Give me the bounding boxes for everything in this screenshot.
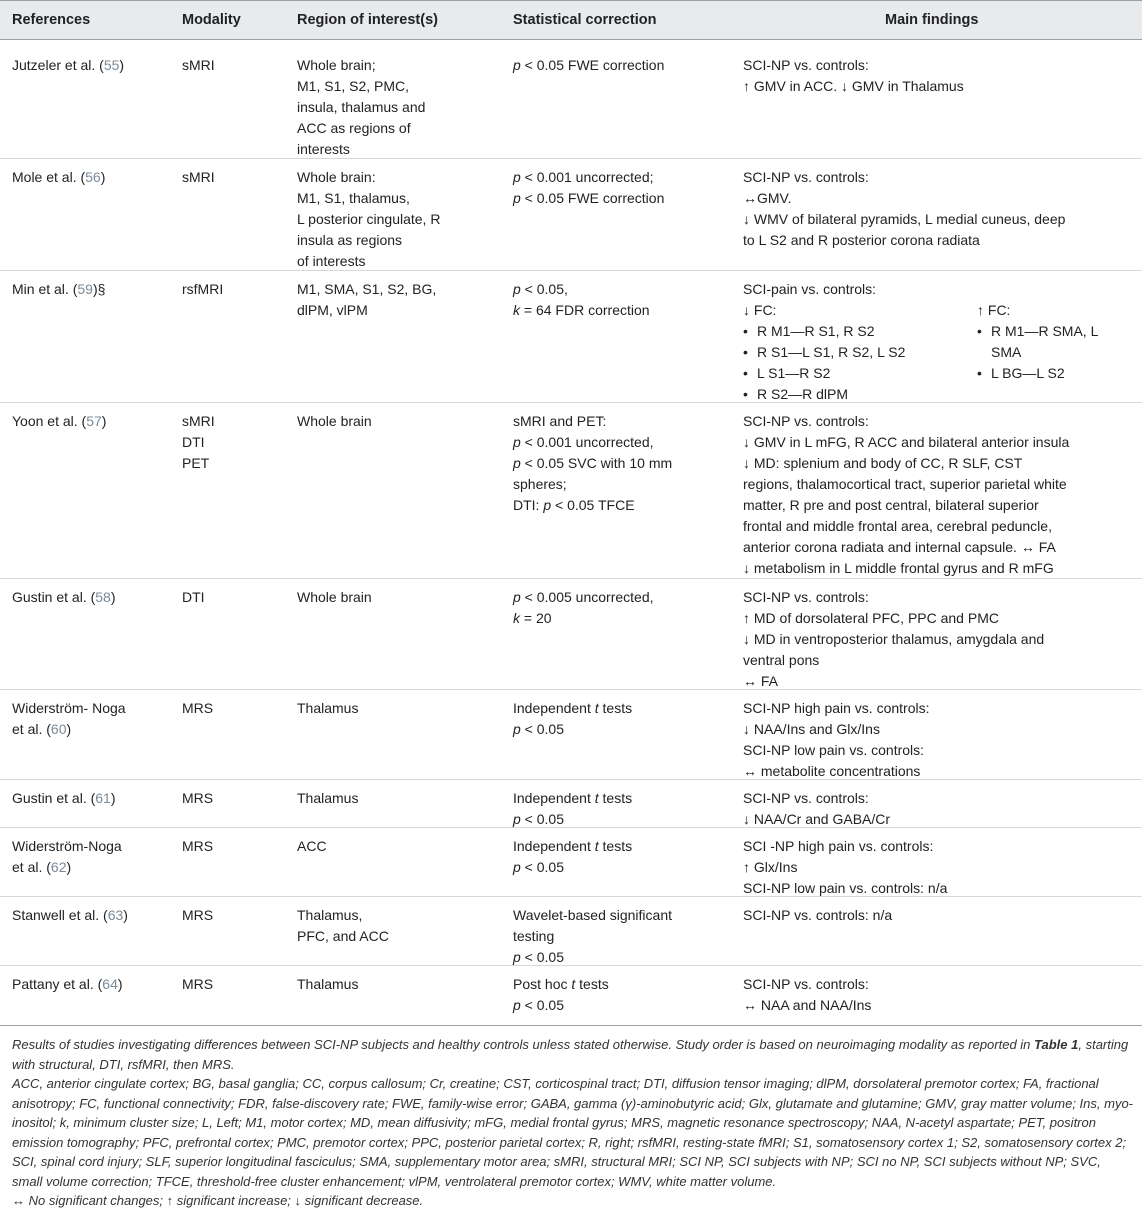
cell-main-findings	[743, 279, 1138, 405]
roi-line: M1, S1, thalamus,	[297, 190, 410, 206]
modality-line: MRS	[182, 907, 214, 923]
finding-line: SCI-NP vs. controls:	[743, 169, 869, 185]
cell-main-findings	[743, 167, 1138, 251]
roi-line: Whole brain;	[297, 57, 376, 73]
cell-roi	[297, 905, 389, 947]
modality-line: DTI	[182, 589, 205, 605]
finding-line: ventral pons	[743, 652, 820, 668]
citation-link[interactable]: 56	[85, 169, 101, 185]
cell-statistical-correction	[513, 788, 632, 830]
roi-line: Whole brain:	[297, 169, 376, 185]
cell-roi	[297, 411, 372, 432]
reference-line: Widerström-Noga	[12, 838, 122, 854]
row-divider	[0, 158, 1142, 159]
stat-line: p < 0.05	[513, 997, 564, 1013]
finding-line: SCI-NP vs. controls:	[743, 413, 869, 429]
finding-line: ↑ MD of dorsolateral PFC, PPC and PMC	[743, 610, 999, 626]
reference-line: Stanwell et al. (63)	[12, 907, 128, 923]
citation-link[interactable]: 59	[77, 281, 93, 297]
roi-line: Thalamus,	[297, 907, 363, 923]
modality-line: sMRI	[182, 169, 215, 185]
citation-link[interactable]: 57	[86, 413, 102, 429]
cell-modality	[182, 587, 205, 608]
reference-line: Jutzeler et al. (55)	[12, 57, 125, 73]
footnote-description: Results of studies investigating differences between SCI-NP subjects and healthy controls unless stated otherwise. Study order is based on neuroimaging modality as reported in Table 1, starting with structural, DTI, rsfMRI, then MRS.	[12, 1037, 1129, 1072]
header-stat: Statistical correction	[513, 12, 657, 28]
cell-reference	[12, 788, 116, 809]
row-divider	[0, 896, 1142, 897]
roi-line: ACC	[297, 838, 327, 854]
reference-line: Gustin et al. (61)	[12, 790, 116, 806]
stat-line: p < 0.05	[513, 859, 564, 875]
roi-line: Thalamus	[297, 700, 359, 716]
cell-modality	[182, 905, 213, 926]
stat-line: sMRI and PET:	[513, 413, 607, 429]
citation-link[interactable]: 64	[102, 976, 118, 992]
cell-reference	[12, 167, 105, 188]
finding-line: regions, thalamocortical tract, superior parietal white	[743, 476, 1067, 492]
citation-link[interactable]: 62	[50, 859, 67, 875]
cell-roi	[297, 836, 327, 857]
finding-bullet: SMA	[991, 344, 1022, 360]
header-roi: Region of interest(s)	[297, 12, 438, 28]
reference-line: et al. (62)	[12, 859, 72, 875]
stat-line: p < 0.001 uncorrected,	[513, 434, 654, 450]
stat-line: p < 0.05 FWE correction	[513, 57, 665, 73]
findings-increase-column	[977, 300, 1098, 384]
finding-line: SCI-NP vs. controls: n/a	[743, 907, 893, 923]
citation-link[interactable]: 55	[103, 57, 120, 73]
stat-line: p < 0.05,	[513, 281, 568, 297]
cell-modality	[182, 167, 215, 188]
modality-line: DTI	[182, 434, 205, 450]
stat-line: p < 0.05 FWE correction	[513, 190, 665, 206]
reference-line: Min et al. (59)§	[12, 281, 106, 297]
cell-roi	[297, 279, 436, 321]
stat-line: testing	[513, 928, 555, 944]
cell-reference	[12, 698, 126, 740]
row-divider	[0, 578, 1142, 579]
roi-line: M1, S1, S2, PMC,	[297, 78, 410, 94]
finding-line: ↓ NAA/Ins and Glx/Ins	[743, 721, 880, 737]
table-1-link[interactable]: Table 1	[1034, 1037, 1079, 1052]
cell-statistical-correction	[513, 905, 672, 968]
finding-line: ↔ NAA and NAA/Ins	[743, 997, 872, 1013]
cell-reference	[12, 55, 124, 76]
reference-line: Gustin et al. (58)	[12, 589, 116, 605]
cell-roi	[297, 587, 372, 608]
stat-line: Independent t tests	[513, 790, 633, 806]
stat-line: p < 0.05	[513, 721, 564, 737]
cell-modality	[182, 836, 213, 857]
finding-line: SCI-NP vs. controls:	[743, 790, 869, 806]
cell-statistical-correction	[513, 836, 632, 878]
cell-modality	[182, 279, 223, 300]
cell-modality	[182, 411, 215, 474]
roi-line: of interests	[297, 253, 366, 269]
roi-line: PFC, and ACC	[297, 928, 389, 944]
stat-line: Wavelet-based significant	[513, 907, 673, 923]
stat-line: p < 0.005 uncorrected,	[513, 589, 654, 605]
cell-reference	[12, 411, 106, 432]
roi-line: L posterior cingulate, R	[297, 211, 441, 227]
modality-line: MRS	[182, 838, 214, 854]
row-divider	[0, 689, 1142, 690]
finding-line: SCI-NP low pain vs. controls:	[743, 742, 925, 758]
stat-line: DTI: p < 0.05 TFCE	[513, 497, 635, 513]
cell-roi	[297, 167, 440, 272]
finding-line: ↓ WMV of bilateral pyramids, L medial cuneus, deep	[743, 211, 1066, 227]
citation-link[interactable]: 63	[107, 907, 124, 923]
finding-line: SCI-NP vs. controls:	[743, 976, 869, 992]
reference-line: Yoon et al. (57)	[12, 413, 107, 429]
cell-reference	[12, 905, 128, 926]
cell-main-findings	[743, 411, 1138, 579]
row-divider	[0, 270, 1142, 271]
cell-roi	[297, 55, 425, 160]
cell-main-findings	[743, 974, 1138, 1016]
finding-line: ↓ GMV in L mFG, R ACC and bilateral anterior insula	[743, 434, 1070, 450]
roi-line: interests	[297, 141, 350, 157]
row-divider	[0, 965, 1142, 966]
finding-bullet: • R M1—R S1, R S2	[743, 321, 1138, 342]
cell-modality	[182, 788, 213, 809]
header-modality: Modality	[182, 12, 241, 28]
finding-bullet: • R S1—L S1, R S2, L S2	[743, 342, 1138, 363]
cell-statistical-correction	[513, 974, 609, 1016]
stat-line: k = 64 FDR correction	[513, 302, 650, 318]
cell-reference	[12, 836, 122, 878]
header-references: References	[12, 12, 91, 28]
finding-bullet: • R M1—R SMA, L	[977, 321, 1098, 342]
cell-modality	[182, 698, 213, 719]
finding-line: ↓ metabolism in L middle frontal gyrus and R mFG	[743, 560, 1054, 576]
finding-line: SCI-NP vs. controls:	[743, 57, 869, 73]
modality-line: PET	[182, 455, 210, 471]
finding-line: ↔GMV.	[743, 190, 792, 206]
roi-line: Whole brain	[297, 589, 372, 605]
footnote-symbols: ↔ No significant changes; ↑ significant increase; ↓ significant decrease.	[12, 1193, 424, 1208]
modality-line: sMRI	[182, 413, 215, 429]
cell-statistical-correction	[513, 698, 632, 740]
reference-line: et al. (60)	[12, 721, 72, 737]
finding-line: frontal and middle frontal area, cerebral peduncle,	[743, 518, 1052, 534]
cell-statistical-correction	[513, 167, 664, 209]
finding-line: ↓ NAA/Cr and GABA/Cr	[743, 811, 891, 827]
cell-roi	[297, 974, 358, 995]
roi-line: insula, thalamus and	[297, 99, 426, 115]
cell-modality	[182, 55, 215, 76]
cell-main-findings	[743, 836, 1138, 899]
citation-link[interactable]: 61	[95, 790, 111, 806]
finding-line: ↔ FA	[743, 673, 779, 689]
modality-line: sMRI	[182, 57, 215, 73]
cell-statistical-correction	[513, 55, 664, 76]
row-divider	[0, 779, 1142, 780]
roi-line: Thalamus	[297, 976, 359, 992]
stat-line: p < 0.001 uncorrected;	[513, 169, 654, 185]
finding-line: ↑ GMV in ACC. ↓ GMV in Thalamus	[743, 78, 964, 94]
finding-line: to L S2 and R posterior corona radiata	[743, 232, 980, 248]
stat-line: p < 0.05	[513, 811, 564, 827]
reference-line: Widerström- Noga	[12, 700, 126, 716]
table-footnote	[12, 1035, 1134, 1211]
finding-line: SCI-pain vs. controls:	[743, 281, 877, 297]
row-divider	[0, 402, 1142, 403]
finding-line: SCI-NP vs. controls:	[743, 589, 869, 605]
cell-main-findings	[743, 788, 1138, 830]
cell-statistical-correction	[513, 279, 650, 321]
table-header	[0, 0, 1142, 40]
table-bottom-rule	[0, 1025, 1142, 1026]
row-divider	[0, 827, 1142, 828]
roi-line: Thalamus	[297, 790, 359, 806]
finding-line: SCI-NP low pain vs. controls: n/a	[743, 880, 948, 896]
finding-line: SCI-NP high pain vs. controls:	[743, 700, 930, 716]
stat-line: spheres;	[513, 476, 567, 492]
roi-line: M1, SMA, S1, S2, BG,	[297, 281, 437, 297]
finding-line: matter, R pre and post central, bilateral superior	[743, 497, 1039, 513]
cell-modality	[182, 974, 213, 995]
finding-line: ↔ metabolite concentrations	[743, 763, 921, 779]
cell-statistical-correction	[513, 587, 654, 629]
cell-reference	[12, 279, 105, 300]
roi-line: ACC as regions of	[297, 120, 411, 136]
footnote-abbreviations: ACC, anterior cingulate cortex; BG, basal ganglia; CC, corpus callosum; Cr, creatine; CST, corticospinal tract; DTI, diffusion tensor imaging; dlPM, dorsolateral premotor cortex; FA, fractional anisotropy; FC, functional connectivity; FDR, false-discovery rate; FWE, family-wise error; GABA, gamma (γ)-aminobutyric acid; Glx, glutamate and glutamine; GMV, gray matter volume; Ins, myo-inositol; k, minimum cluster size; L, Left; M1, motor cortex; MD, mean diffusivity; mFG, medial frontal gyrus; MRS, magnetic resonance spectroscopy; NAA, N-acetyl aspartate; PET, positron emission tomography; PFC, prefrontal cortex; PMC, premotor cortex; PPC, posterior parietal cortex; R, right; rsfMRI, resting-state fMRI; S1, somatosensory cortex 1; S2, somatosensory cortex 2; SCI, spinal cord injury; SLF, superior longitudinal fasciculus; SMA, supplementary motor area; sMRI, structural MRI; SCI NP, SCI subjects with NP; SCI no NP, SCI subjects without NP; SVC, small volume correction; TFCE, threshold-free cluster enhancement; vlPM, ventrolateral premotor cortex; WMV, white matter volume.	[12, 1076, 1134, 1189]
modality-line: MRS	[182, 700, 214, 716]
finding-bullet: • R S2—R dlPM	[743, 384, 1138, 405]
finding-bullet: • L BG—L S2	[977, 363, 1098, 384]
cell-reference	[12, 974, 123, 995]
modality-line: MRS	[182, 790, 214, 806]
finding-line: ↑ FC:	[977, 302, 1011, 318]
stat-line: p < 0.05	[513, 949, 564, 965]
finding-line: SCI -NP high pain vs. controls:	[743, 838, 934, 854]
finding-line: ↓ MD in ventroposterior thalamus, amygdala and	[743, 631, 1045, 647]
stat-line: k = 20	[513, 610, 552, 626]
modality-line: MRS	[182, 976, 214, 992]
header-main: Main findings	[885, 12, 979, 28]
finding-line: ↓ MD: splenium and body of CC, R SLF, CST	[743, 455, 1023, 471]
finding-line: ↑ Glx/Ins	[743, 859, 798, 875]
cell-roi	[297, 698, 358, 719]
stat-line: Independent t tests	[513, 838, 633, 854]
roi-line: dlPM, vlPM	[297, 302, 368, 318]
cell-reference	[12, 587, 116, 608]
stat-line: Post hoc t tests	[513, 976, 609, 992]
roi-line: insula as regions	[297, 232, 403, 248]
citation-link[interactable]: 58	[95, 589, 111, 605]
finding-bullet: • L S1—R S2	[743, 363, 1138, 384]
reference-line: Mole et al. (56)	[12, 169, 106, 185]
stat-line: Independent t tests	[513, 700, 633, 716]
cell-statistical-correction	[513, 411, 672, 516]
cell-main-findings	[743, 55, 1138, 97]
reference-line: Pattany et al. (64)	[12, 976, 123, 992]
citation-link[interactable]: 60	[50, 721, 67, 737]
cell-main-findings	[743, 698, 1138, 782]
cell-roi	[297, 788, 358, 809]
modality-line: rsfMRI	[182, 281, 224, 297]
roi-line: Whole brain	[297, 413, 372, 429]
cell-main-findings	[743, 905, 1138, 926]
cell-main-findings	[743, 587, 1138, 692]
finding-line: anterior corona radiata and internal capsule. ↔ FA	[743, 539, 1056, 555]
stat-line: p < 0.05 SVC with 10 mm	[513, 455, 673, 471]
finding-line: ↓ FC:	[743, 302, 777, 318]
